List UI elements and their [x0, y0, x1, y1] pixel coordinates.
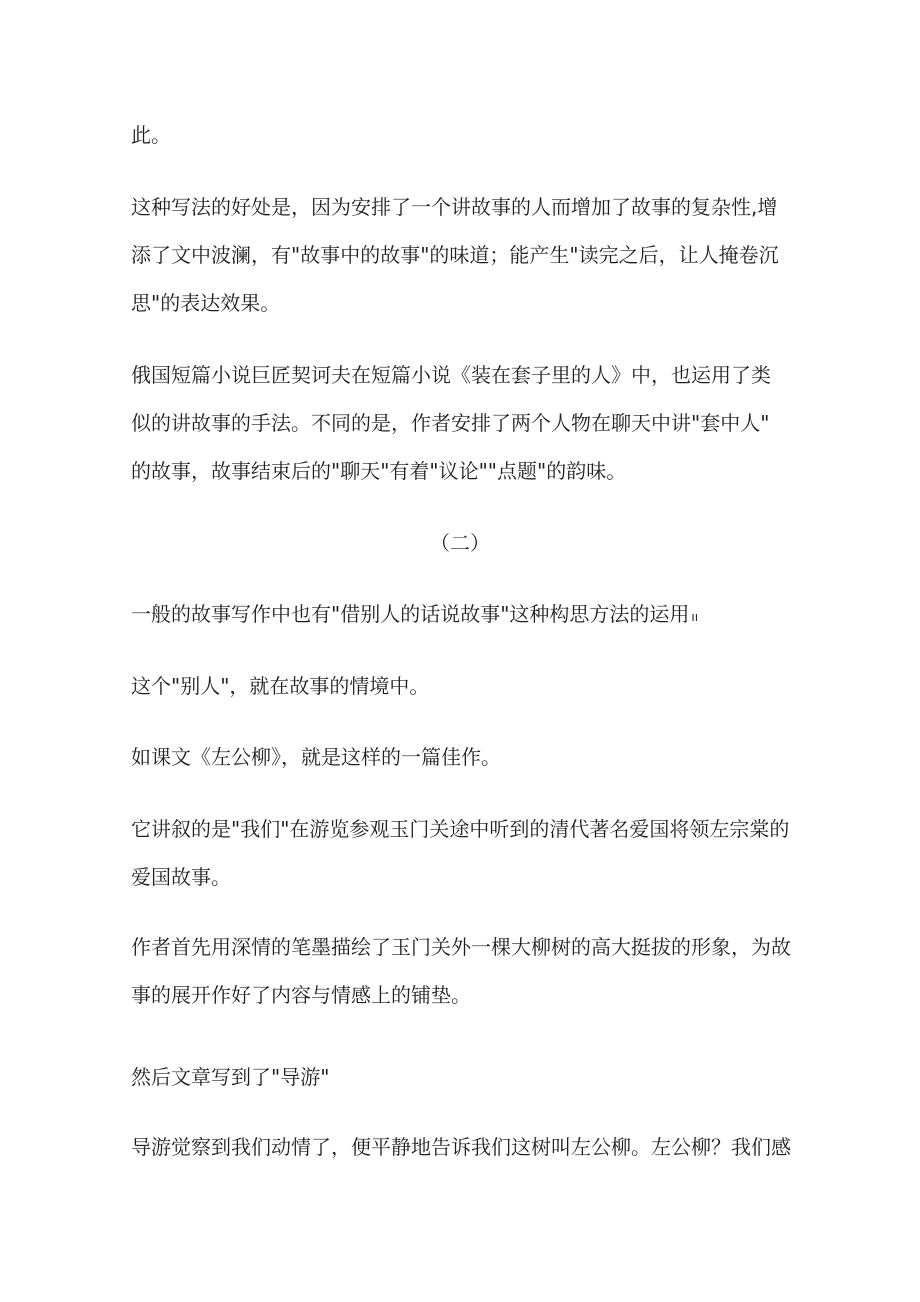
- trailing-mark: ıı: [691, 610, 699, 624]
- paragraph-line-12: 它讲叙的是"我们"在游览参观玉门关途中听到的清代著名爱国将领左宗棠的: [131, 817, 790, 841]
- paragraph-line-10: 这个"别人"，就在故事的情境中。: [131, 674, 430, 698]
- paragraph-line-1: 此。: [131, 123, 171, 147]
- section-heading: （二）: [430, 531, 490, 555]
- paragraph-line-3: 添了文中波澜，有"故事中的故事"的味道；能产生"读完之后，让人掩卷沉: [131, 243, 779, 267]
- paragraph-line-9-text: 一般的故事写作中也有"借别人的话说故事"这种构思方法的运用: [131, 602, 690, 626]
- paragraph-line-4: 思"的表达效果。: [131, 291, 281, 315]
- paragraph-line-7: 的故事，故事结束后的"聊天"有着"议论""点题"的韵味。: [131, 459, 627, 483]
- paragraph-line-11: 如课文《左公柳》，就是这样的一篇佳作。: [131, 745, 501, 769]
- paragraph-line-5: 俄国短篇小说巨匠契诃夫在短篇小说《装在套子里的人》中，也运用了类: [131, 363, 771, 387]
- paragraph-line-14: 作者首先用深情的笔墨描绘了玉门关外一棵大柳树的高大挺拔的形象，为故: [131, 935, 791, 959]
- paragraph-line-13: 爱国故事。: [131, 865, 231, 889]
- paragraph-line-2: 这种写法的好处是，因为安排了一个讲故事的人而增加了故事的复杂性,增: [131, 195, 778, 219]
- paragraph-line-9: [131, 603, 796, 628]
- paragraph-line-16: 然后文章写到了"导游": [131, 1065, 330, 1089]
- paragraph-line-6: 似的讲故事的手法。不同的是，作者安排了两个人物在聊天中讲"套中人": [131, 411, 770, 435]
- paragraph-line-17: 导游觉察到我们动情了，便平静地告诉我们这树叫左公柳。左公柳？我们感: [131, 1135, 791, 1159]
- paragraph-line-15: 事的展开作好了内容与情感上的铺垫。: [131, 983, 471, 1007]
